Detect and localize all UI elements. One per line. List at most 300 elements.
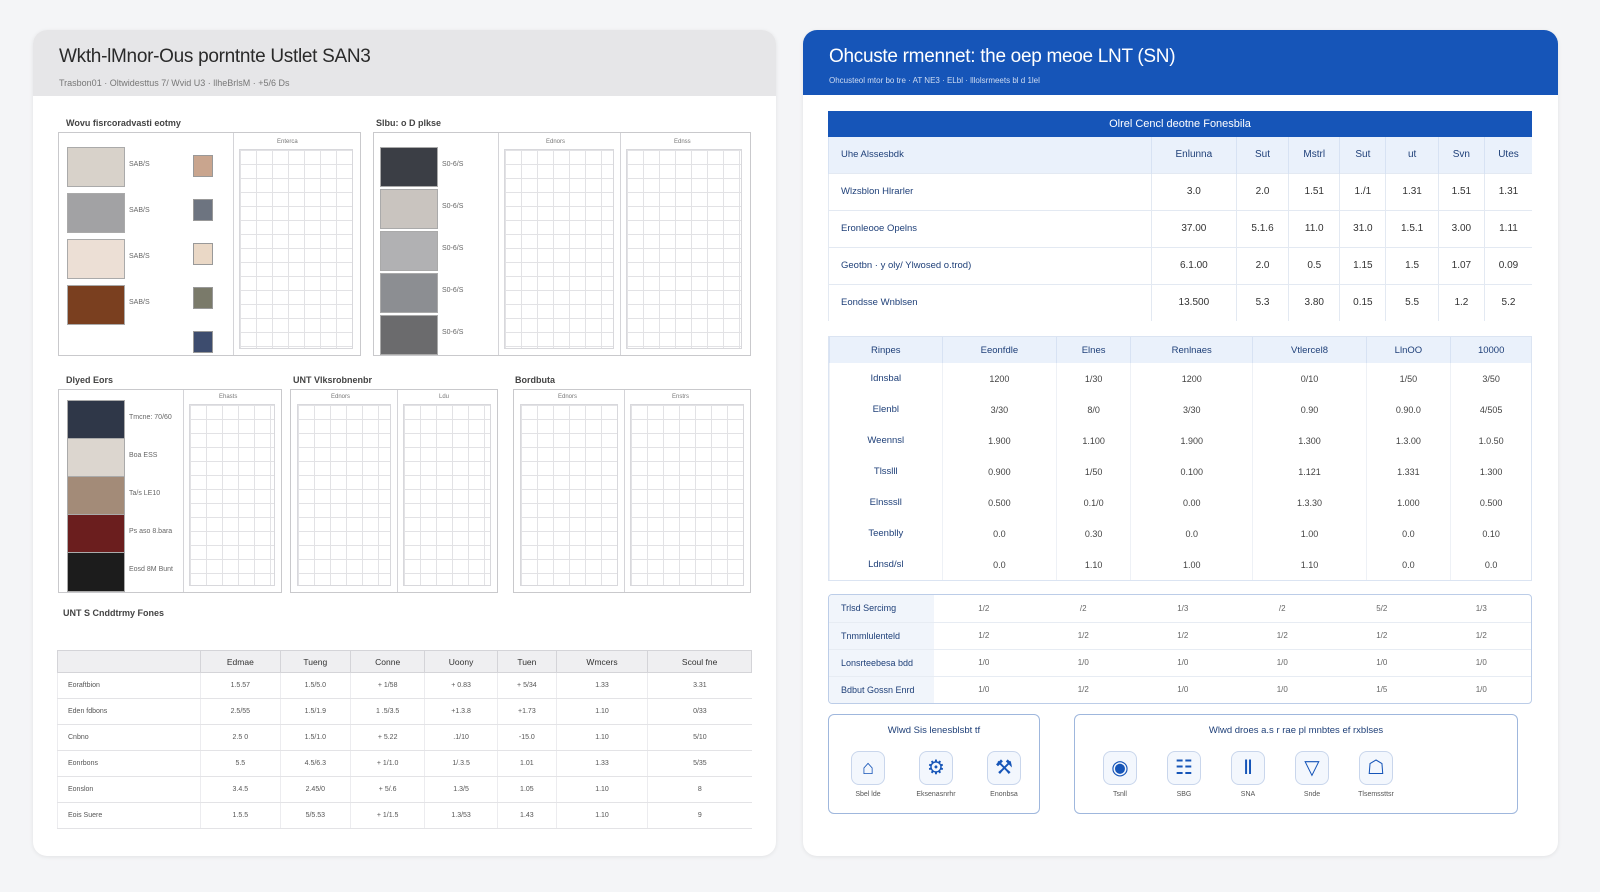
table-cell: 5/5.53 bbox=[280, 803, 351, 829]
table-cell: + 1/1.5 bbox=[351, 803, 425, 829]
fabric-swatch bbox=[67, 239, 125, 279]
table-row bbox=[830, 487, 1532, 518]
column-header: Rinpes bbox=[830, 337, 943, 363]
swatch-label: Tmcne: 70/60 bbox=[129, 414, 172, 421]
table-cell: 0.15 bbox=[1340, 284, 1386, 321]
row-label: Teenblly bbox=[830, 518, 943, 549]
color-chip bbox=[193, 243, 213, 265]
table-cell: 0.00 bbox=[1130, 487, 1253, 518]
table-cell: 3.80 bbox=[1289, 284, 1340, 321]
summary-table-wrap bbox=[828, 111, 1532, 321]
icon-item[interactable] bbox=[1341, 751, 1411, 798]
spec-grid-head: Enstrs bbox=[672, 394, 690, 400]
swatch-label: S0-6/S bbox=[442, 203, 464, 210]
table-row bbox=[829, 173, 1533, 210]
fabric-swatch bbox=[67, 193, 125, 233]
row-label: Lonsrteebesa bdd bbox=[829, 649, 934, 676]
table-cell: 1.10 bbox=[1253, 549, 1366, 580]
table-cell: 1200 bbox=[942, 363, 1057, 394]
woven-card bbox=[58, 132, 361, 356]
table-cell: 1.300 bbox=[1451, 456, 1531, 487]
table-cell: 3.4.5 bbox=[201, 777, 280, 803]
table-cell: 1/0 bbox=[1332, 649, 1432, 676]
row-label: Eois Suere bbox=[58, 803, 201, 829]
fabric-swatch bbox=[67, 514, 125, 554]
table-cell: 1/2 bbox=[1233, 622, 1333, 649]
spec-grid-head: Ednss bbox=[674, 139, 691, 145]
left-title: Wkth-lMnor-Ous porntnte Ustlet SAN3 bbox=[59, 46, 371, 67]
card-divider bbox=[498, 133, 499, 355]
table-row bbox=[830, 425, 1532, 456]
table-cell: 3.31 bbox=[648, 673, 752, 699]
fabric-swatch bbox=[67, 438, 125, 478]
table-cell: 1.3.30 bbox=[1253, 487, 1366, 518]
table-cell: 1.00 bbox=[1253, 518, 1366, 549]
swatch-label: Ta/s LE10 bbox=[129, 490, 161, 497]
fabric-swatch bbox=[380, 231, 438, 271]
table-cell: 1.01 bbox=[497, 751, 556, 777]
row-label: Eoraftbion bbox=[58, 673, 201, 699]
table-cell: 1/3 bbox=[1475, 603, 1487, 613]
table-row bbox=[829, 676, 1531, 703]
card-divider bbox=[620, 133, 621, 355]
icon-label: Sbel lde bbox=[855, 791, 881, 798]
table-cell: 11.0 bbox=[1289, 210, 1340, 247]
sheer-card bbox=[373, 132, 751, 356]
column-header: Scoul fne bbox=[648, 651, 752, 673]
table-cell: 2.45/0 bbox=[280, 777, 351, 803]
table-cell: 1.3.00 bbox=[1366, 425, 1451, 456]
table-cell: 1200 bbox=[1130, 363, 1253, 394]
table-cell: 1.10 bbox=[556, 803, 648, 829]
table-cell: /2 bbox=[1278, 603, 1286, 613]
table-row bbox=[830, 456, 1532, 487]
row-label: Weennsl bbox=[830, 425, 943, 456]
fabric-swatch bbox=[380, 273, 438, 313]
table-cell: 0/33 bbox=[648, 699, 752, 725]
section-buttons-label: Bordbuta bbox=[515, 375, 555, 385]
table-cell: 1.00 bbox=[1130, 549, 1253, 580]
swatch-label: Ps aso 8.bara bbox=[129, 528, 173, 535]
table-cell: 6.1.00 bbox=[1151, 247, 1236, 284]
table-caption: UNT S Cnddtrmy Fones bbox=[63, 608, 165, 618]
fabric-swatch bbox=[380, 147, 438, 187]
table-header-row bbox=[58, 651, 752, 673]
column-header: Uoony bbox=[425, 651, 498, 673]
table-cell: 1/30 bbox=[1057, 363, 1131, 394]
table-cell: 1.43 bbox=[497, 803, 556, 829]
spec-grid-head: Ednors bbox=[331, 394, 351, 400]
document-icon: ☷ bbox=[1167, 751, 1201, 785]
left-subtitle: Trasbon01 · Oltwidesttus 7/ Wvid U3 · llheBrlsM · +5/6 Ds bbox=[59, 78, 290, 88]
table-cell: 1.33 bbox=[556, 751, 648, 777]
spec-grid-head: Enterca bbox=[277, 139, 298, 145]
spec-grid bbox=[189, 404, 275, 586]
table-cell: 0.0 bbox=[1130, 518, 1253, 549]
table-cell: 1./1 bbox=[1340, 173, 1386, 210]
row-label: Eronleooe Opelns bbox=[829, 210, 1152, 247]
table-cell: 8 bbox=[648, 777, 752, 803]
row-label: Tnmmlulenteld bbox=[829, 622, 934, 649]
table-cell: 0.90 bbox=[1253, 394, 1366, 425]
table-cell: 1.05 bbox=[497, 777, 556, 803]
column-header: ut bbox=[1386, 137, 1438, 173]
table-cell: 1/0 bbox=[934, 649, 1034, 676]
table-cell: 0.90.0 bbox=[1366, 394, 1451, 425]
table-cell: 5/10 bbox=[648, 725, 752, 751]
table-cell: 9 bbox=[648, 803, 752, 829]
row-label: Ldnsd/sl bbox=[830, 549, 943, 580]
table-cell: 1.000 bbox=[1366, 487, 1451, 518]
row-label: Tlsslll bbox=[830, 456, 943, 487]
table-cell: 5.2 bbox=[1484, 284, 1532, 321]
row-label: Eondsse Wnblsen bbox=[829, 284, 1152, 321]
table-cell: 1.5.1 bbox=[1386, 210, 1438, 247]
table-cell: 0.10 bbox=[1451, 518, 1531, 549]
color-chip bbox=[193, 287, 213, 309]
warehouse-icon: ☖ bbox=[1359, 751, 1393, 785]
table-cell: 1.2 bbox=[1438, 284, 1484, 321]
table-cell: 1.07 bbox=[1438, 247, 1484, 284]
fabric-swatch bbox=[67, 552, 125, 592]
table-cell: 1.10 bbox=[556, 699, 648, 725]
fabric-swatch bbox=[67, 476, 125, 516]
ratings-table-wrap bbox=[828, 594, 1532, 704]
table-row bbox=[829, 210, 1533, 247]
table-cell: 0.500 bbox=[1451, 487, 1531, 518]
card-divider bbox=[397, 390, 398, 592]
table-cell: + 0.83 bbox=[425, 673, 498, 699]
spec-grid bbox=[626, 149, 742, 349]
table-cell: 1/0 bbox=[934, 676, 1034, 703]
table-cell: 1.100 bbox=[1057, 425, 1131, 456]
table-cell: 1.121 bbox=[1253, 456, 1366, 487]
fabric-swatch bbox=[67, 400, 125, 440]
column-header: 10000 bbox=[1451, 337, 1531, 363]
fabric-swatch bbox=[67, 285, 125, 325]
column-header: Uhe Alssesbdk bbox=[829, 137, 1152, 173]
swatch-label: S0-6/S bbox=[442, 161, 464, 168]
icon-item[interactable] bbox=[1277, 751, 1347, 798]
table-cell: 1/2 bbox=[978, 603, 990, 613]
spec-grid-head: Ldu bbox=[439, 394, 450, 400]
table-cell: 1/2 bbox=[1034, 622, 1134, 649]
table-cell: + 5.22 bbox=[351, 725, 425, 751]
icon-label: Enonbsa bbox=[990, 791, 1018, 798]
table-cell: 13.500 bbox=[1151, 284, 1236, 321]
table-row bbox=[58, 777, 752, 803]
table-cell: 1/0 bbox=[1432, 676, 1532, 703]
left-header bbox=[33, 30, 776, 96]
table-row bbox=[829, 622, 1531, 649]
table-cell: 0.09 bbox=[1484, 247, 1532, 284]
card-divider bbox=[233, 133, 234, 355]
table-cell: 4.5/6.3 bbox=[280, 751, 351, 777]
table-cell: 1.331 bbox=[1366, 456, 1451, 487]
table-row bbox=[830, 518, 1532, 549]
table-cell: 3.0 bbox=[1151, 173, 1236, 210]
icon-label: SNA bbox=[1240, 791, 1256, 798]
table-cell: 1.31 bbox=[1386, 173, 1438, 210]
column-header: Wmcers bbox=[556, 651, 648, 673]
row-label: Eonrbons bbox=[58, 751, 201, 777]
column-header: Utes bbox=[1484, 137, 1532, 173]
column-header: Enlunna bbox=[1151, 137, 1236, 173]
table-cell: 1/2 bbox=[1332, 622, 1432, 649]
spec-grid bbox=[297, 404, 391, 586]
spec-grid bbox=[520, 404, 618, 586]
icon-item[interactable] bbox=[1213, 751, 1283, 798]
spec-grid bbox=[403, 404, 491, 586]
regions-table-wrap bbox=[828, 336, 1532, 581]
table-cell: 1/2 bbox=[934, 622, 1034, 649]
table-cell: 5/35 bbox=[648, 751, 752, 777]
column-header: Renlnaes bbox=[1130, 337, 1253, 363]
right-subtitle: Ohcusteol mtor bo tre · AT NE3 · ELbl · lllolsrmeets bl d 1lel bbox=[829, 76, 1040, 85]
table-cell: + 5/34 bbox=[497, 673, 556, 699]
column-header: Tueng bbox=[280, 651, 351, 673]
column-header: Mstrl bbox=[1289, 137, 1340, 173]
table-cell: + 1/58 bbox=[351, 673, 425, 699]
table-cell: 1.10 bbox=[1057, 549, 1131, 580]
table-cell: 1.5 bbox=[1386, 247, 1438, 284]
table-cell: 1.5/5.0 bbox=[280, 673, 351, 699]
table-cell: 1/0 bbox=[1034, 649, 1134, 676]
shield-icon: ▽ bbox=[1295, 751, 1329, 785]
table-cell: 0.0 bbox=[942, 518, 1057, 549]
table-cell: 1.33 bbox=[556, 673, 648, 699]
table-cell: 1.10 bbox=[556, 725, 648, 751]
table-row bbox=[830, 363, 1532, 394]
table-cell: 1/2 bbox=[1034, 676, 1134, 703]
icon-item[interactable] bbox=[1149, 751, 1219, 798]
table-cell: 1/2 bbox=[1432, 622, 1532, 649]
table-cell: 4/505 bbox=[1451, 394, 1531, 425]
table-cell: 1/0 bbox=[1133, 676, 1233, 703]
table-cell: 1.5/1.0 bbox=[280, 725, 351, 751]
spec-grid-head: Ednors bbox=[558, 394, 578, 400]
fabric-swatch bbox=[380, 315, 438, 355]
table-cell: 1.3/53 bbox=[425, 803, 498, 829]
icon-item[interactable] bbox=[969, 751, 1039, 798]
column-header bbox=[58, 651, 201, 673]
table-cell: 1/0 bbox=[1432, 649, 1532, 676]
swatch-label: Boa ESS bbox=[129, 452, 158, 459]
unt-card bbox=[290, 389, 498, 593]
swatch-label: S0-6/S bbox=[442, 245, 464, 252]
table-cell: 2.5 0 bbox=[201, 725, 280, 751]
table-cell: 3/50 bbox=[1451, 363, 1531, 394]
column-header: Svn bbox=[1438, 137, 1484, 173]
table-cell: /2 bbox=[1079, 603, 1087, 613]
table-cell: 3/30 bbox=[1130, 394, 1253, 425]
table-cell: 5/2 bbox=[1376, 603, 1388, 613]
books-icon: Ⅱ bbox=[1231, 751, 1265, 785]
table-row bbox=[58, 751, 752, 777]
section-dyed-label: Dlyed Eors bbox=[66, 375, 114, 385]
table-cell: +1.3.8 bbox=[425, 699, 498, 725]
table-cell: 2.0 bbox=[1236, 173, 1288, 210]
table-cell: 1.0.50 bbox=[1451, 425, 1531, 456]
table-cell: 31.0 bbox=[1340, 210, 1386, 247]
table-row bbox=[830, 549, 1532, 580]
fabric-swatch bbox=[67, 147, 125, 187]
table-cell: 0.100 bbox=[1130, 456, 1253, 487]
row-label: Wlzsblon Hlrarler bbox=[829, 173, 1152, 210]
ratings-table bbox=[829, 595, 1531, 703]
card-divider bbox=[624, 390, 625, 592]
table-cell: 1/0 bbox=[1233, 676, 1333, 703]
table-cell: 2.5/55 bbox=[201, 699, 280, 725]
column-header: Tuen bbox=[497, 651, 556, 673]
dyed-card bbox=[58, 389, 282, 593]
spec-grid bbox=[504, 149, 614, 349]
spec-grid bbox=[239, 149, 353, 349]
icon-label: SBG bbox=[1176, 791, 1192, 798]
table-cell: 3/30 bbox=[942, 394, 1057, 425]
table-row bbox=[829, 595, 1531, 622]
icon-box-title: Wlwd droes a.s r rae pl mnbtes ef rxblses bbox=[1208, 725, 1384, 736]
table-cell: 1/5 bbox=[1332, 676, 1432, 703]
table-cell: 0.1/0 bbox=[1057, 487, 1131, 518]
regions-table bbox=[829, 337, 1531, 580]
table-cell: 8/0 bbox=[1057, 394, 1131, 425]
table-cell: + 5/.6 bbox=[351, 777, 425, 803]
row-label: Idnsbal bbox=[830, 363, 943, 394]
summary-table-caption: Olrel Cencl deotne Fonesbila bbox=[828, 111, 1532, 137]
icon-label: Tsnll bbox=[1112, 791, 1127, 798]
table-cell: 1/0 bbox=[1233, 649, 1333, 676]
table-cell: 1.5.57 bbox=[201, 673, 280, 699]
table-row bbox=[58, 725, 752, 751]
table-cell: 1/2 bbox=[1133, 622, 1233, 649]
icon-label: Eksenasnrhr bbox=[916, 791, 956, 798]
table-cell: 0.500 bbox=[942, 487, 1057, 518]
column-header: Elnes bbox=[1057, 337, 1131, 363]
icon-item[interactable] bbox=[901, 751, 971, 798]
table-cell: +1.73 bbox=[497, 699, 556, 725]
swatch-label: SAB/S bbox=[129, 299, 150, 306]
table-cell: 0.0 bbox=[1366, 549, 1451, 580]
table-cell: -15.0 bbox=[497, 725, 556, 751]
icon-box-right bbox=[1074, 714, 1518, 814]
section-woven-label: Wovu fisrcoradvasti eotmy bbox=[66, 118, 181, 128]
row-label: Elenbl bbox=[830, 394, 943, 425]
table-cell: 0.30 bbox=[1057, 518, 1131, 549]
seal-icon: ◉ bbox=[1103, 751, 1137, 785]
row-label: Elnsssll bbox=[830, 487, 943, 518]
section-sheer-label: Slbu: o D plkse bbox=[376, 118, 442, 128]
table-cell: 1.900 bbox=[1130, 425, 1253, 456]
column-header: Sut bbox=[1236, 137, 1288, 173]
table-row bbox=[830, 394, 1532, 425]
building-icon: ⌂ bbox=[851, 751, 885, 785]
table-row bbox=[829, 284, 1533, 321]
table-cell: 3.00 bbox=[1438, 210, 1484, 247]
table-cell: 5.5 bbox=[1386, 284, 1438, 321]
table-cell: 1/.3.5 bbox=[425, 751, 498, 777]
table-cell: 0.0 bbox=[942, 549, 1057, 580]
table-cell: 1.5.5 bbox=[201, 803, 280, 829]
swatch-label: S0-6/S bbox=[442, 329, 464, 336]
row-label: Trlsd Sercimg bbox=[829, 595, 934, 622]
table-cell: 1/50 bbox=[1366, 363, 1451, 394]
table-cell: 1/50 bbox=[1057, 456, 1131, 487]
table-cell: 0.900 bbox=[942, 456, 1057, 487]
column-header: Eeonfdle bbox=[942, 337, 1057, 363]
table-cell: 1.11 bbox=[1484, 210, 1532, 247]
row-label: Eden fdbons bbox=[58, 699, 201, 725]
table-cell: 1 .5/3.5 bbox=[351, 699, 425, 725]
color-chip bbox=[193, 199, 213, 221]
buttons-card bbox=[513, 389, 751, 593]
table-cell: 1.300 bbox=[1253, 425, 1366, 456]
icon-label: Snde bbox=[1303, 791, 1321, 798]
icon-label: Tlsemssttsr bbox=[1358, 791, 1394, 798]
color-chip bbox=[193, 331, 213, 353]
table-cell: 2.0 bbox=[1236, 247, 1288, 284]
table-cell: 1.31 bbox=[1484, 173, 1532, 210]
right-title: Ohcuste rmennet: the oep meoe LNT (SN) bbox=[829, 46, 1176, 67]
column-header: Sut bbox=[1340, 137, 1386, 173]
row-label: Geotbn · y oly/ Ylwosed o.trod) bbox=[829, 247, 1152, 284]
spec-grid-head: Ehasts bbox=[219, 394, 238, 400]
table-cell: 1/0 bbox=[1133, 649, 1233, 676]
table-cell: 1.5/1.9 bbox=[280, 699, 351, 725]
table-cell: 1.51 bbox=[1438, 173, 1484, 210]
table-header-row bbox=[830, 337, 1532, 363]
table-cell: 0.0 bbox=[1451, 549, 1531, 580]
table-row bbox=[58, 699, 752, 725]
swatch-label: SAB/S bbox=[129, 161, 150, 168]
icon-box-left bbox=[828, 714, 1040, 814]
table-cell: 5.3 bbox=[1236, 284, 1288, 321]
table-cell: 0.0 bbox=[1366, 518, 1451, 549]
row-label: Eonslon bbox=[58, 777, 201, 803]
table-cell: 1.10 bbox=[556, 777, 648, 803]
fabric-spec-table bbox=[57, 650, 752, 829]
swatch-label: Eosd 8M Bunt bbox=[129, 566, 173, 573]
summary-table bbox=[828, 137, 1532, 321]
right-panel bbox=[803, 30, 1558, 856]
section-unt-label: UNT Vlksrobnenbr bbox=[293, 375, 373, 385]
column-header: LlnOO bbox=[1366, 337, 1451, 363]
table-cell: 1.900 bbox=[942, 425, 1057, 456]
icon-item[interactable] bbox=[1085, 751, 1155, 798]
spec-grid bbox=[630, 404, 744, 586]
table-row bbox=[58, 673, 752, 699]
row-label: Cnbno bbox=[58, 725, 201, 751]
wrench-icon: ⚒ bbox=[987, 751, 1021, 785]
icon-box-title: Wlwd Sis lenesblsbt tf bbox=[887, 725, 981, 736]
table-row bbox=[829, 649, 1531, 676]
spec-grid-head: Ednors bbox=[546, 139, 566, 145]
swatch-label: SAB/S bbox=[129, 207, 150, 214]
table-cell: 1/3 bbox=[1177, 603, 1189, 613]
table-cell: 1.3/5 bbox=[425, 777, 498, 803]
row-label: Bdbut Gossn Enrd bbox=[829, 676, 934, 703]
right-header bbox=[803, 30, 1558, 95]
table-cell: 0/10 bbox=[1253, 363, 1366, 394]
table-cell: 37.00 bbox=[1151, 210, 1236, 247]
table-cell: 1.51 bbox=[1289, 173, 1340, 210]
column-header: Edmae bbox=[201, 651, 280, 673]
table-row bbox=[829, 247, 1533, 284]
icon-item[interactable] bbox=[833, 751, 903, 798]
card-divider bbox=[183, 390, 184, 592]
table-cell: 5.5 bbox=[201, 751, 280, 777]
column-header: Vtlercel8 bbox=[1253, 337, 1366, 363]
